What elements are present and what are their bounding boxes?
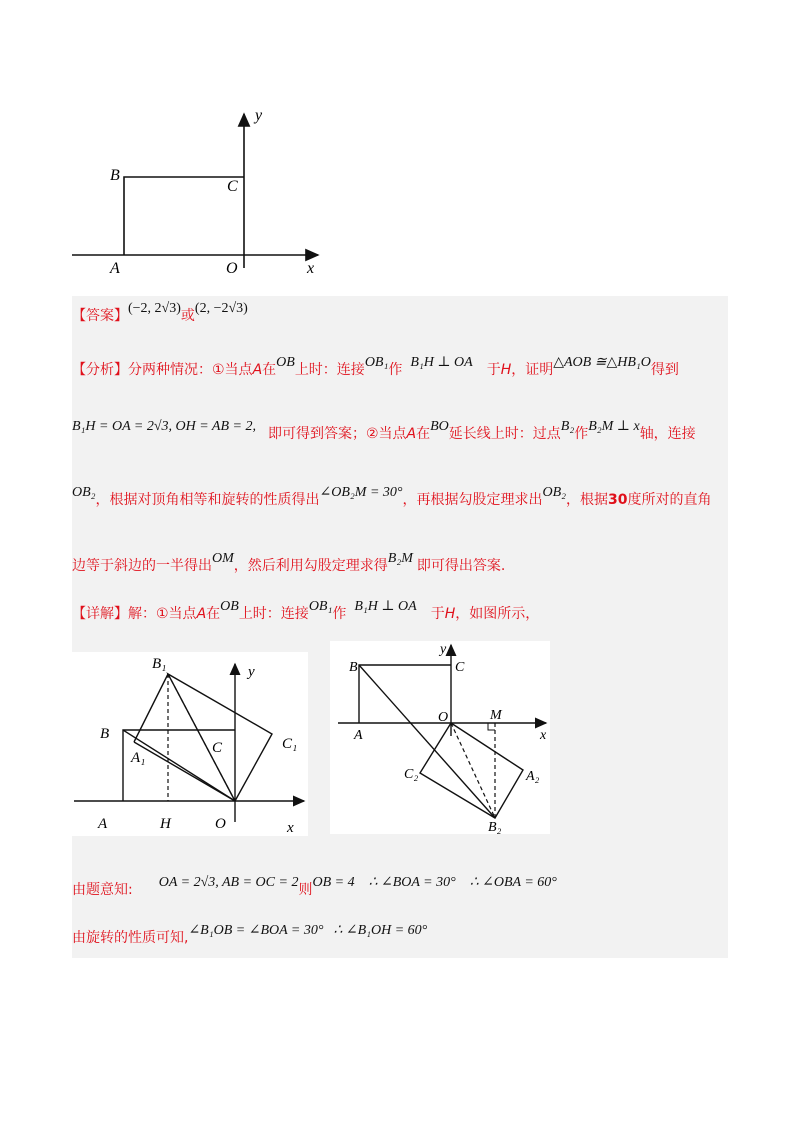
given-ze: 则 <box>298 882 313 898</box>
detail-text: 作 <box>332 606 347 622</box>
analysis-text: 即可得到答案；②当点 <box>267 426 407 442</box>
detail-tag: 【详解】 <box>72 606 128 622</box>
rotation-eq: ∠B₁OB = ∠BOA = 30° <box>188 923 324 938</box>
analysis-math: OB₂ <box>72 485 96 500</box>
detail-text: ，如图所示， <box>455 606 540 622</box>
label-O: O <box>215 816 226 832</box>
label-x: x <box>540 728 547 743</box>
analysis-line-3 <box>72 485 712 511</box>
label-B2: B₂ <box>488 820 502 834</box>
analysis-line-1 <box>72 355 679 381</box>
analysis-text: 作 <box>574 426 589 442</box>
coordinate-figure-top <box>60 100 330 280</box>
analysis-math: B₁H = OA = 2√3, OH = AB = 2, <box>72 419 256 434</box>
given-eq: OA = 2√3, AB = OC = 2 <box>158 875 299 890</box>
solution-panel <box>72 296 728 958</box>
label-C1: C₁ <box>282 736 298 752</box>
rotation-line <box>72 923 428 949</box>
analysis-math: B₂M <box>387 551 413 566</box>
label-H: H <box>160 816 171 832</box>
detail-text: 上时：连接 <box>238 606 309 622</box>
label-B: B <box>349 660 358 675</box>
rectangle-ABCO <box>124 177 244 255</box>
analysis-math: B₁H ⊥ OA <box>410 355 473 370</box>
analysis-math: OM <box>212 551 234 566</box>
label-x: x <box>287 820 294 836</box>
given-r1: ∴ ∠BOA = 30° <box>368 875 456 890</box>
detail-var: A <box>196 606 207 622</box>
analysis-text: 延长线上时：过点 <box>448 426 561 442</box>
analysis-math: OB <box>276 355 295 370</box>
label-x: x <box>307 260 315 277</box>
analysis-var: A <box>406 426 417 442</box>
analysis-math: B₂M ⊥ x <box>588 419 640 434</box>
detail-var: H <box>444 606 456 622</box>
analysis-text: 上时：连接 <box>294 362 365 378</box>
answer-tag: 【答案】 <box>72 308 128 324</box>
label-A1: A₁ <box>131 750 146 766</box>
label-C: C <box>212 740 223 756</box>
label-C: C <box>455 660 465 675</box>
analysis-var: H <box>500 362 512 378</box>
analysis-text: 度所对的直角 <box>627 492 712 508</box>
analysis-number: 30 <box>608 492 628 508</box>
answer-value-2: (2, −2√3) <box>194 301 248 316</box>
analysis-text: ，然后利用勾股定理求得 <box>233 558 388 574</box>
given-r2: ∴ ∠OBA = 60° <box>469 875 557 890</box>
analysis-text: 于 <box>486 362 501 378</box>
analysis-text: ，证明 <box>511 362 554 378</box>
analysis-text: 即可得出答案. <box>416 558 506 574</box>
rotation-prefix: 由旋转的性质可知, <box>72 930 189 946</box>
analysis-math: ∠OB₂M = 30° <box>319 485 403 500</box>
analysis-text: ，根据 <box>566 492 609 508</box>
analysis-math: B₂ <box>560 419 575 434</box>
detail-math: B₁H ⊥ OA <box>354 599 417 614</box>
detail-text: 在 <box>206 606 221 622</box>
analysis-text: ，再根据勾股定理求出 <box>402 492 543 508</box>
detail-math: OB <box>220 599 239 614</box>
detail-math: OB₁ <box>308 599 333 614</box>
given-ob: OB = 4 <box>312 875 355 890</box>
detail-text: 解：①当点 <box>128 606 197 622</box>
analysis-text: ，根据对顶角相等和旋转的性质得出 <box>95 492 320 508</box>
label-B: B <box>100 726 110 742</box>
given-prefix: 由题意知: <box>72 882 133 898</box>
label-y: y <box>248 664 255 680</box>
label-M: M <box>490 708 502 723</box>
rotation-r: ∴ ∠B₁OH = 60° <box>333 923 428 938</box>
answer-value-1: (−2, 2√3) <box>128 301 181 316</box>
label-y: y <box>255 107 263 124</box>
analysis-math: BO <box>430 419 449 434</box>
analysis-math: OB₁ <box>364 355 389 370</box>
label-C2: C₂ <box>404 767 419 782</box>
analysis-var: A <box>252 362 263 378</box>
answer-line <box>72 301 248 327</box>
label-B: B <box>110 167 120 184</box>
analysis-text: 作 <box>388 362 403 378</box>
label-A2: A₂ <box>526 769 540 784</box>
analysis-text: 边等于斜边的一半得出 <box>72 558 212 574</box>
detail-line-1 <box>72 599 540 625</box>
label-C: C <box>227 178 238 195</box>
label-O: O <box>226 260 238 277</box>
given-line <box>72 875 557 901</box>
analysis-tag: 【分析】 <box>72 362 128 378</box>
analysis-math: △AOB ≅△HB₁O <box>553 355 651 370</box>
label-A: A <box>110 260 120 277</box>
figure-case-1 <box>72 652 308 836</box>
label-B1: B₁ <box>152 656 167 672</box>
analysis-text: 分两种情况：①当点 <box>128 362 253 378</box>
label-O: O <box>438 710 449 725</box>
analysis-text: 在 <box>262 362 277 378</box>
analysis-text: 在 <box>416 426 431 442</box>
figure-case-2 <box>330 641 550 834</box>
detail-text: 于 <box>430 606 445 622</box>
answer-or: 或 <box>180 308 195 324</box>
analysis-math: OB₂ <box>542 485 567 500</box>
analysis-line-4 <box>72 551 506 577</box>
analysis-text: 得到 <box>650 362 679 378</box>
analysis-line-2 <box>72 419 696 445</box>
label-y: y <box>440 642 447 657</box>
label-A: A <box>98 816 108 832</box>
label-A: A <box>354 728 363 743</box>
analysis-text: 轴，连接 <box>639 426 696 442</box>
